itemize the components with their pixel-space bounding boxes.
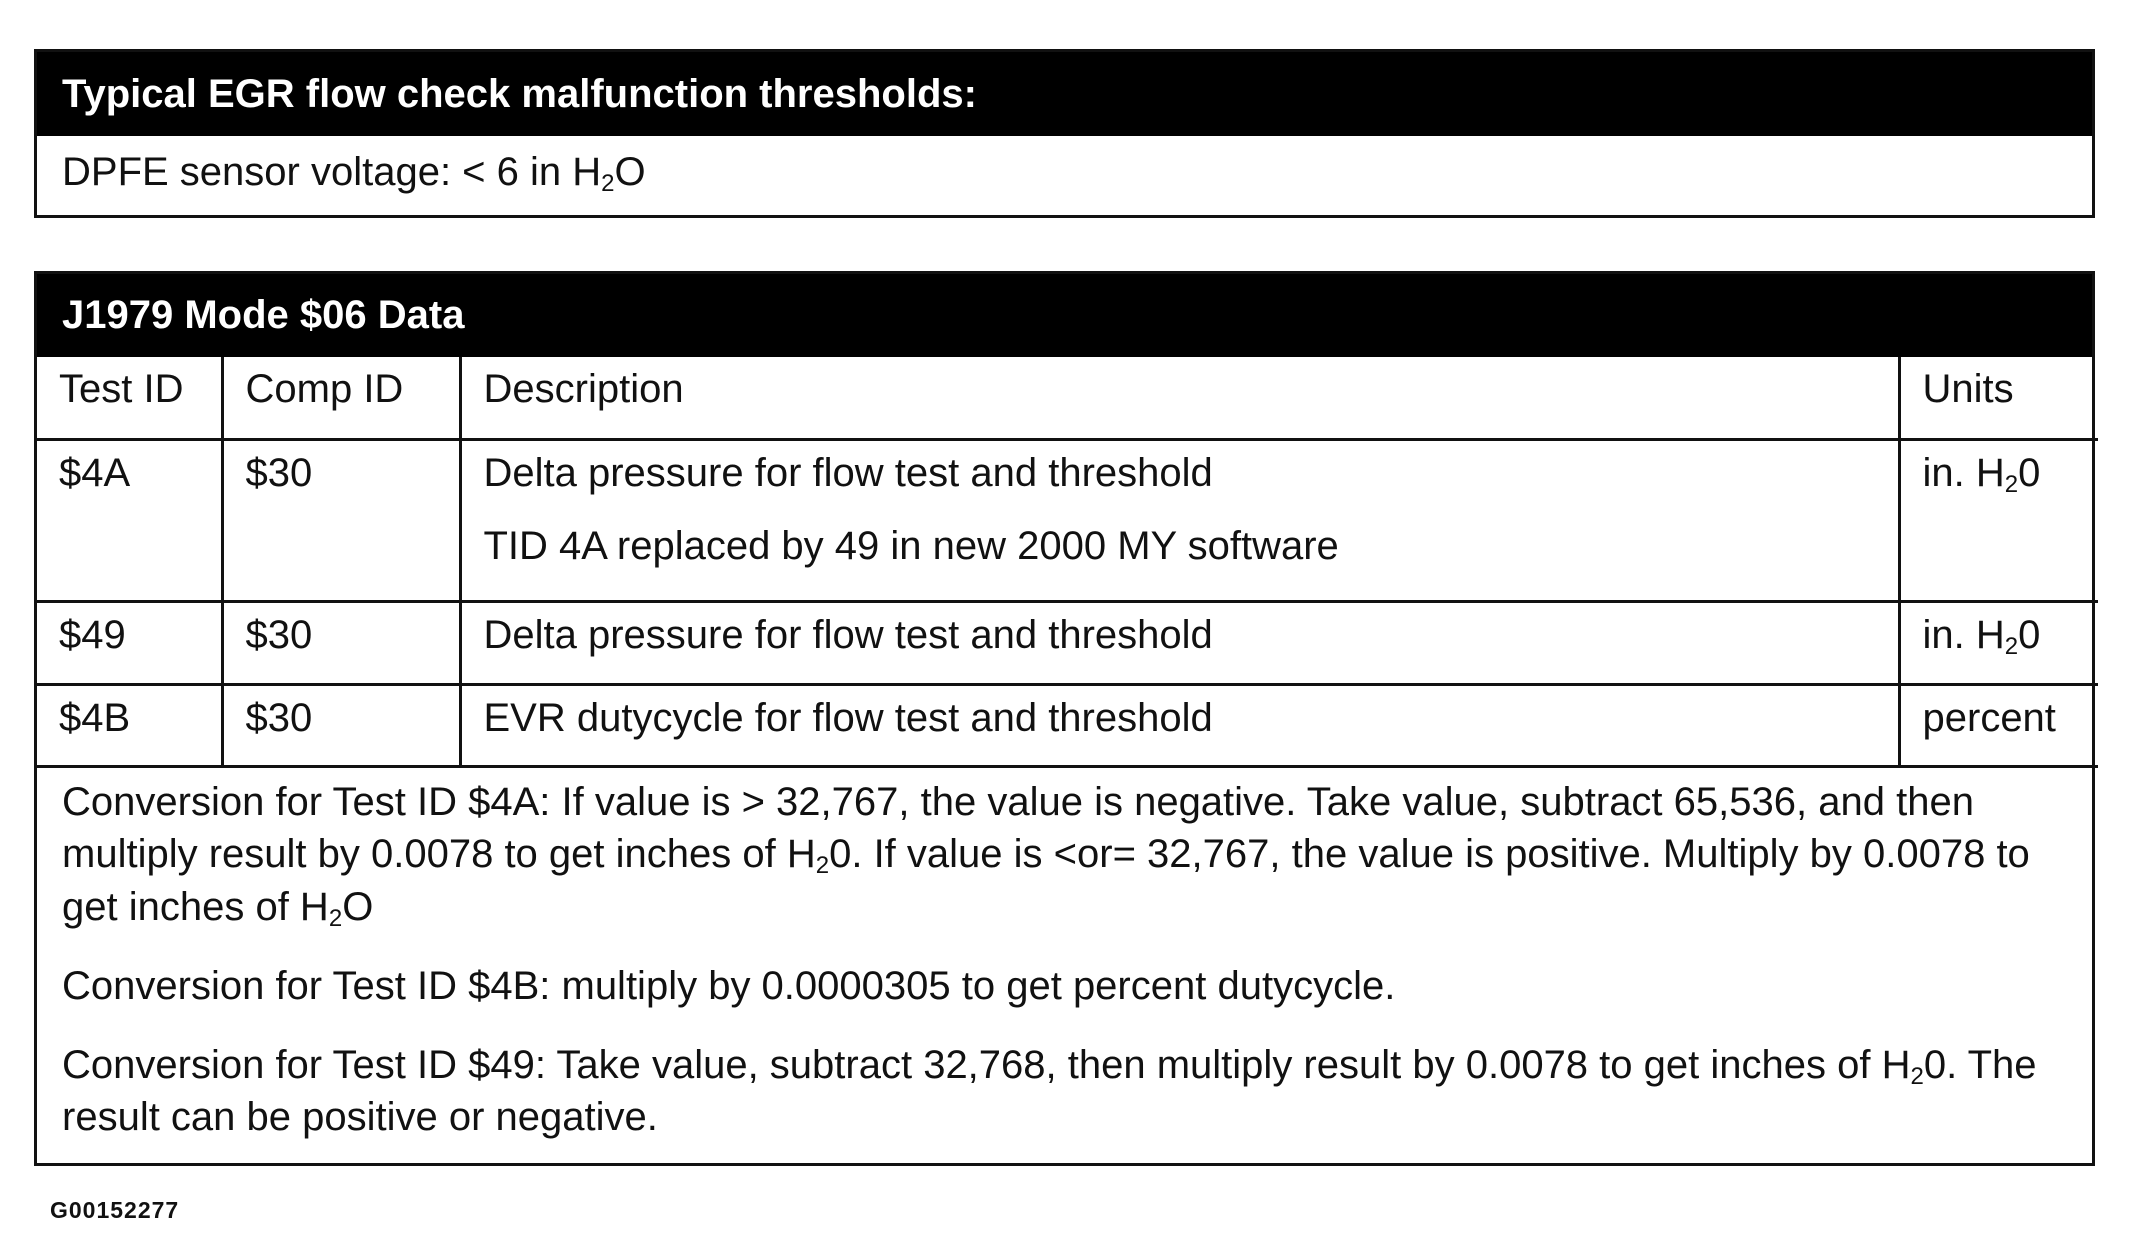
thresholds-box — [34, 49, 2095, 218]
mode06-table — [37, 357, 2098, 768]
figure-id: G00152277 — [50, 1197, 180, 1223]
subscript-2: 2 — [328, 905, 343, 933]
mode06-title: J1979 Mode $06 Data — [37, 274, 2092, 357]
cell-test-id: $4A — [37, 439, 222, 601]
description-text: Delta pressure for flow test and threshold — [483, 450, 1213, 495]
units-text: in. H — [1922, 450, 2005, 495]
cell-units — [1899, 439, 2098, 601]
dpfe-threshold-line — [37, 136, 2092, 197]
subscript-2: 2 — [2004, 470, 2019, 498]
subscript-2: 2 — [2004, 632, 2019, 660]
cell-units: percent — [1899, 684, 2098, 766]
header-units: Units — [1899, 357, 2098, 439]
cell-description: EVR dutycycle for flow test and threshold — [460, 684, 1899, 766]
note-text: 0. If value is <or= 32,767, the value is positive. Multiply by 0.0078 to get inches of H — [62, 832, 2030, 930]
subscript-2: 2 — [815, 852, 830, 880]
note-text: O — [342, 885, 374, 930]
dpfe-threshold-text: DPFE sensor voltage: < 6 in H — [62, 150, 602, 194]
conversion-note-49 — [62, 1039, 2070, 1145]
units-text: in. H — [1922, 612, 2005, 657]
cell-comp-id: $30 — [222, 439, 460, 601]
cell-description — [460, 439, 1899, 601]
cell-comp-id: $30 — [222, 684, 460, 766]
note-text: 0. The result can be positive or negative. — [62, 1042, 2037, 1140]
header-description: Description — [460, 357, 1899, 439]
table-row — [37, 439, 2098, 601]
mode06-box — [34, 271, 2095, 1166]
note-text: Conversion for Test ID $4A: If value is > 32,767, the value is negative. Take value, subtract 65,536, and then multiply result by 0.0078 to get inches of H — [62, 779, 1974, 877]
conversion-note-4a — [62, 776, 2070, 934]
subscript-2: 2 — [1910, 1062, 1924, 1090]
table-row — [37, 684, 2098, 766]
description-note: TID 4A replaced by 49 in new 2000 MY software — [483, 523, 1339, 568]
header-test-id: Test ID — [37, 357, 222, 439]
thresholds-title: Typical EGR flow check malfunction thresholds: — [37, 52, 2092, 136]
table-row — [37, 601, 2098, 684]
note-text: Conversion for Test ID $49: Take value, subtract 32,768, then multiply result by 0.0078 to get inches of H — [62, 1042, 1911, 1087]
conversion-note-4b: Conversion for Test ID $4B: multiply by 0.0000305 to get percent dutycycle. — [62, 963, 1396, 1008]
conversion-notes — [37, 768, 2092, 1145]
units-suffix: 0 — [2018, 612, 2041, 657]
cell-description: Delta pressure for flow test and threshold — [460, 601, 1899, 684]
dpfe-threshold-suffix: O — [614, 150, 646, 194]
header-comp-id: Comp ID — [222, 357, 460, 439]
subscript-2: 2 — [601, 170, 615, 197]
cell-comp-id: $30 — [222, 601, 460, 684]
table-header-row — [37, 357, 2098, 439]
cell-test-id: $49 — [37, 601, 222, 684]
cell-units — [1899, 601, 2098, 684]
cell-test-id: $4B — [37, 684, 222, 766]
units-suffix: 0 — [2018, 450, 2041, 495]
